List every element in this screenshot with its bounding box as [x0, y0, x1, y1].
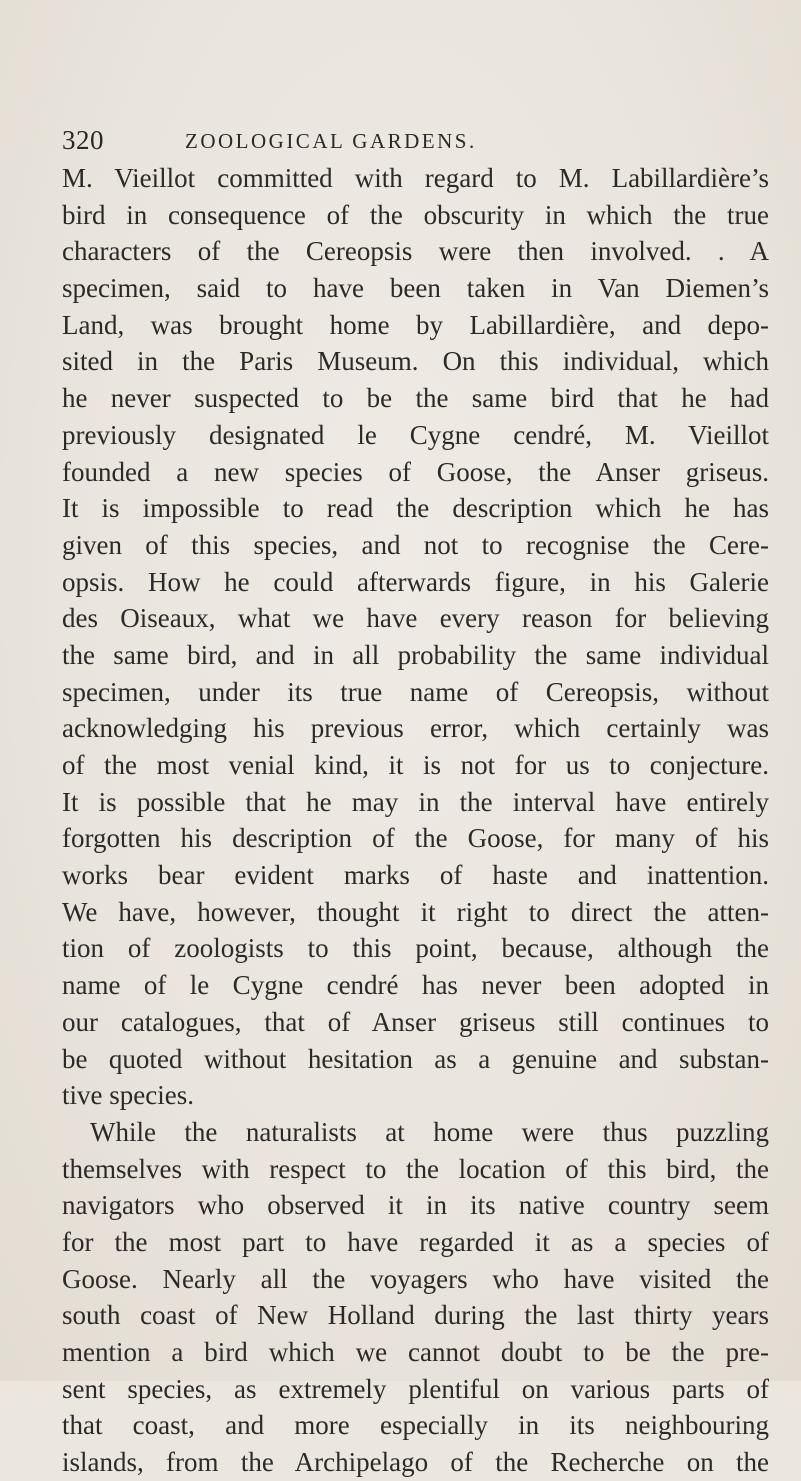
text-line: We have, however, thought it right to direct the atten- — [62, 896, 769, 927]
text-line: des Oiseaux, what we have every reason for believing — [62, 603, 769, 634]
text-line: south coast of New Holland during the last thirty years — [62, 1300, 769, 1331]
page-header — [0, 122, 801, 158]
text-line: M. Vieillot committed with regard to M. Labillardière’s — [62, 163, 769, 193]
text-line: navigators who observed it in its native country seem — [62, 1190, 769, 1221]
text-line: Land, was brought home by Labillardière, and depo- — [62, 309, 769, 340]
text-line: It is possible that he may in the interval have entirely — [62, 786, 769, 817]
text-line: of the most venial kind, it is not for us to conjecture. — [62, 750, 769, 780]
text-line: previously designated le Cygne cendré, M. Vieillot — [62, 419, 769, 450]
text-line: be quoted without hesitation as a genuine and substan- — [62, 1043, 769, 1074]
text-line: name of le Cygne cendré has never been adopted in — [62, 970, 769, 1001]
text-line: specimen, said to have been taken in Van Diemen’s — [62, 273, 769, 304]
text-line: bird in consequence of the obscurity in which the true — [62, 199, 769, 230]
text-line: characters of the Cereopsis were then involved. . A — [62, 236, 769, 267]
text-line: given of this species, and not to recognise the Cere- — [62, 529, 769, 560]
body-text — [62, 160, 769, 1481]
text-line: forgotten his description of the Goose, for many of his — [62, 823, 769, 854]
text-line: islands, from the Archipelago of the Recherche on the — [62, 1447, 769, 1478]
text-line: for the most part to have regarded it as a species of — [62, 1226, 769, 1257]
text-line: mention a bird which we cannot doubt to be the pre- — [62, 1337, 769, 1367]
page-number: 320 — [62, 125, 104, 155]
text-line: sited in the Paris Museum. On this individual, which — [62, 346, 769, 377]
running-head: ZOOLOGICAL GARDENS. — [185, 129, 477, 153]
text-line: It is impossible to read the description which he has — [62, 493, 769, 524]
text-line: specimen, under its true name of Cereopsis, without — [62, 676, 769, 707]
text-line: tion of zoologists to this point, because, although the — [62, 933, 769, 964]
text-line: acknowledging his previous error, which certainly was — [62, 713, 769, 744]
text-line: he never suspected to be the same bird that he had — [62, 383, 769, 414]
text-line: sent species, as extremely plentiful on various parts of — [62, 1373, 769, 1404]
text-line: founded a new species of Goose, the Anser griseus. — [62, 456, 769, 487]
text-line: opsis. How he could afterwards figure, in his Galerie — [62, 566, 769, 597]
text-line: our catalogues, that of Anser griseus still continues to — [62, 1006, 769, 1037]
paragraph-start-line: While the naturalists at home were thus puzzling — [90, 1116, 769, 1147]
text-line: Goose. Nearly all the voyagers who have visited the — [62, 1263, 769, 1294]
text-line: themselves with respect to the location of this bird, the — [62, 1153, 769, 1184]
text-line: that coast, and more especially in its neighbouring — [62, 1410, 769, 1441]
text-line: works bear evident marks of haste and inattention. — [62, 860, 769, 891]
paragraph-end-line: tive species. — [62, 1080, 194, 1111]
text-line: the same bird, and in all probability the same individual — [62, 639, 769, 670]
